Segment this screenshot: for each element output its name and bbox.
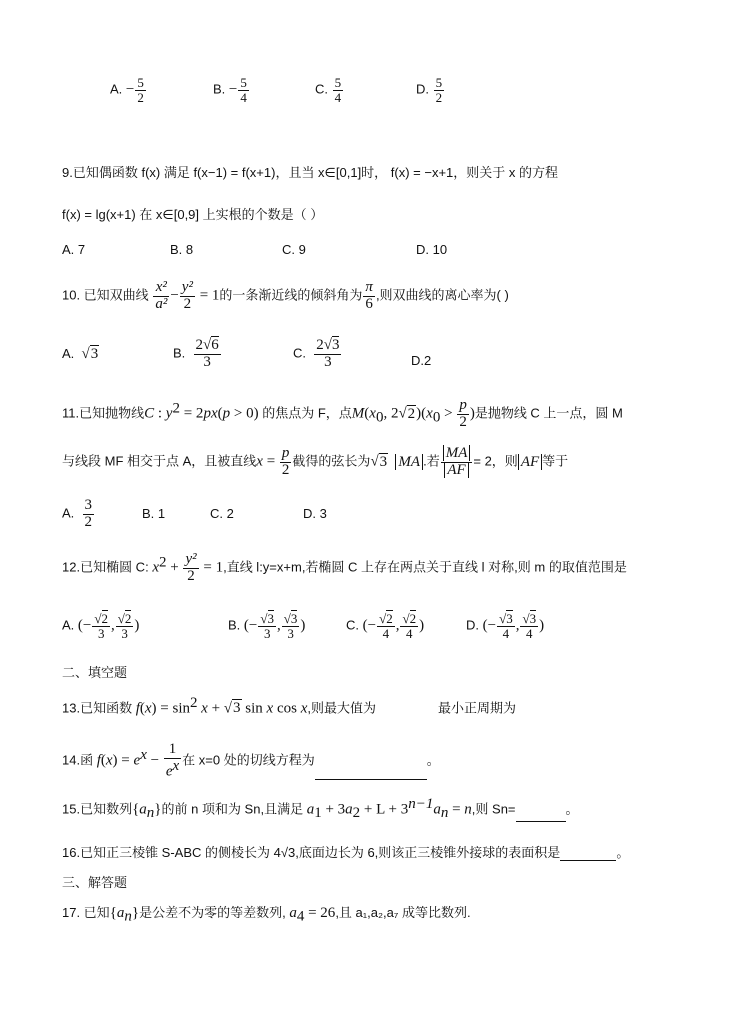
q12-option-a: A. (− $\frac{√2}{3}$ , $\frac{√2}{3}$ ) bbox=[62, 611, 140, 641]
q17-prefix: 17. 已知 bbox=[62, 905, 110, 920]
q15-suffix: ,则 Sn= bbox=[471, 801, 516, 817]
option-letter: A. bbox=[62, 505, 75, 521]
q11-option-c: C. 2 bbox=[210, 506, 234, 521]
option-fraction bbox=[135, 76, 146, 104]
section-solve-heading: 三、解答题 bbox=[62, 875, 128, 890]
q9-option-c: C. 9 bbox=[282, 242, 306, 257]
q10-prefix: 10. 已知双曲线 bbox=[62, 287, 149, 303]
option-letter: C. bbox=[315, 81, 332, 97]
q12-prefix: 12.已知椭圆 C: bbox=[62, 559, 149, 575]
q11-prefix: 11.已知抛物线 bbox=[62, 405, 145, 421]
q11-option-a bbox=[62, 498, 95, 531]
q8-option-a bbox=[110, 76, 147, 104]
period: 。 bbox=[616, 845, 630, 860]
option-letter: C. bbox=[346, 617, 359, 633]
equals-one: = 1 bbox=[195, 287, 220, 304]
answer-blank[interactable] bbox=[516, 821, 566, 822]
q11-line2-b: 截得的弦长为 bbox=[292, 453, 371, 469]
q12-stem: 12.已知椭圆 C: $x^2$ + $\frac{\text{y²}}{2}$ = 1,直线 l:y=x+m,若椭圆 C 上存在两点关于直线 l 对称,则 m 的取值范围是 bbox=[62, 551, 627, 584]
q13-prefix: 13.已知函数 bbox=[62, 700, 133, 716]
q11-line2-a: 与线段 MF 相交于点 A，且被直线 bbox=[62, 453, 257, 469]
numerator: 5 bbox=[435, 75, 443, 90]
option-fraction bbox=[238, 76, 249, 104]
q9-option-d: D. 10 bbox=[416, 242, 448, 257]
q13-suffix: ,则最大值为 bbox=[307, 700, 376, 716]
q15-prefix: 15.已知数列 bbox=[62, 801, 133, 817]
denominator: 2 bbox=[435, 89, 443, 105]
q11-line2-d: = 2，则 bbox=[473, 453, 518, 469]
option-sign: − bbox=[125, 81, 135, 98]
q9-option-a: A. 7 bbox=[62, 242, 86, 257]
section-fill-in-heading: 二、填空题 bbox=[62, 665, 128, 680]
point-m: M bbox=[351, 405, 365, 422]
option-fraction bbox=[333, 76, 344, 104]
answer-blank[interactable] bbox=[315, 779, 427, 780]
q17-middle: 是公差不为零的等差数列, bbox=[139, 905, 286, 920]
q13-stem: 13.已知函数 $f(x) = \sin^2 x + √3$ sin x cos x,则最大值为 最小正周期为 bbox=[62, 695, 517, 717]
option-letter: B. bbox=[213, 81, 229, 97]
option-letter: D. bbox=[466, 617, 479, 633]
parabola-equation: C bbox=[144, 405, 155, 422]
denominator: 4 bbox=[334, 89, 342, 105]
numerator: 5 bbox=[240, 75, 247, 90]
angle-pi-over-6: $\frac{\pi}{6}$ bbox=[365, 279, 373, 312]
option-letter: B. bbox=[228, 617, 241, 633]
option-letter: B. bbox=[173, 345, 186, 361]
q15-middle: 的前 n 项和为 Sn,且满足 bbox=[161, 801, 304, 817]
option-sign: − bbox=[228, 81, 238, 98]
q9-line1: 9.已知偶函数 f(x) 满足 f(x−1) = f(x+1)，且当 x∈[0,1]时， f(x) = −x+1，则关于 x 的方程 bbox=[62, 165, 559, 180]
ellipse-equation: x bbox=[152, 559, 159, 576]
q14-prefix: 14.函 bbox=[62, 752, 94, 768]
q11-line1: 11.已知抛物线C : $y^2 = 2px(p > 0)$ 的焦点为 F，点$M(x_0$, $2√2)(x_0$ > $\frac{p}{2}$ )是抛物线 C 上一点，圆 M bbox=[62, 397, 623, 430]
abs-af: AF bbox=[518, 454, 542, 470]
minus-sign: − bbox=[170, 287, 179, 304]
q10-option-a bbox=[62, 346, 99, 363]
option-letter: A. bbox=[62, 617, 75, 633]
q10-option-c bbox=[293, 338, 342, 371]
q14-stem: 14.函 $f(x) = e^x$ − $\frac{1}{e^x}$ 在 x=0 处的切线方程为 。 bbox=[62, 741, 440, 780]
q10-option-b bbox=[173, 338, 222, 371]
q8-option-b bbox=[213, 76, 250, 104]
q11-option-b: B. 1 bbox=[142, 506, 166, 521]
q11-suffix: 是抛物线 C 上一点，圆 M bbox=[474, 405, 623, 421]
q8-option-c bbox=[315, 76, 344, 104]
hyperbola-y-term: $\frac{\text{y²}}{2}$ bbox=[181, 279, 193, 312]
option-fraction: $\frac{3}{2}$ bbox=[84, 497, 93, 530]
q11-line2: 与线段 MF 相交于点 A，且被直线x = $\frac{p}{2}$ 截得的弦长为√3 MA .若 $\frac{MA}{AF}$ = 2，则 AF 等于 bbox=[62, 445, 569, 478]
answer-blank[interactable] bbox=[560, 860, 616, 861]
q9-option-b: B. 8 bbox=[170, 242, 194, 257]
q10-suffix: ,则双曲线的离心率为( ) bbox=[375, 287, 509, 303]
q8-option-d bbox=[416, 76, 445, 104]
q15-stem: 15.已知数列$\{a_n\}$的前 n 项和为 Sn,且满足 $a_1 + 3a_2 + L + 3^{n-1}a_n = n$,则 Sn= 。 bbox=[62, 796, 579, 821]
q17-suffix: ,且 a₁,a₂,a₇ 成等比数列. bbox=[335, 905, 471, 920]
q12-option-c: C. (− $\frac{√2}{4}$ , $\frac{√2}{4}$ ) bbox=[346, 611, 425, 641]
q9-line2: f(x) = lg(x+1) 在 x∈[0,9] 上实根的个数是（ ） bbox=[62, 207, 324, 222]
period: 。 bbox=[426, 752, 440, 768]
q10-middle: 的一条渐近线的倾斜角为 bbox=[219, 287, 363, 303]
p-over-2: $\frac{p}{2}$ bbox=[459, 397, 467, 430]
numerator: 5 bbox=[137, 75, 144, 90]
hyperbola-x-term: $\frac{\text{x²}}{\text{a²}}$ bbox=[155, 279, 168, 312]
numerator: 5 bbox=[334, 75, 342, 90]
q12-option-d: D. (− $\frac{√3}{4}$ , $\frac{√3}{4}$ ) bbox=[466, 611, 545, 641]
abs-ma: MA bbox=[395, 454, 423, 470]
q11-option-d: D. 3 bbox=[303, 506, 327, 521]
sqrt-3: √3 bbox=[81, 346, 99, 362]
q16-stem bbox=[62, 842, 629, 861]
option-letter: A. bbox=[62, 346, 75, 361]
option-fraction: $\frac{2√3}{3}$ bbox=[316, 337, 340, 370]
denominator: 4 bbox=[240, 89, 247, 105]
option-letter: D. bbox=[416, 81, 433, 97]
option-fraction bbox=[434, 76, 445, 104]
denominator: 2 bbox=[137, 89, 144, 105]
q11-line2-c: .若 bbox=[423, 453, 440, 469]
option-letter: C. bbox=[293, 345, 306, 361]
q11-line2-e: 等于 bbox=[542, 453, 569, 469]
q10-option-d: D.2 bbox=[411, 353, 432, 368]
ratio-ma-af: $\frac{MA}{AF}$ bbox=[441, 446, 473, 479]
y2-over-2: $\frac{\text{y²}}{2}$ bbox=[185, 551, 197, 584]
q12-option-b: B. (− $\frac{√3}{3}$ , $\frac{√3}{3}$ ) bbox=[228, 611, 306, 641]
option-letter: A. bbox=[110, 81, 126, 97]
q12-suffix: ,直线 l:y=x+m,若椭圆 C 上存在两点关于直线 l 对称,则 m 的取值范围是 bbox=[223, 559, 627, 575]
q17-stem: 17. 已知$\{a_n\}$是公差不为零的等差数列, $a_4 = 26$,且 a₁,a₂,a₇ 成等比数列. bbox=[62, 905, 471, 925]
sqrt-3: √3 bbox=[370, 453, 388, 470]
q16-text: 16.已知正三棱锥 S-ABC 的侧棱长为 4√3,底面边长为 6,则该正三棱锥外接球的表面积是 bbox=[62, 845, 561, 860]
q10-stem bbox=[62, 280, 509, 313]
q13-tail: 最小正周期为 bbox=[438, 700, 517, 716]
p-over-2: $\frac{p}{2}$ bbox=[281, 445, 290, 478]
option-fraction: $\frac{2√6}{3}$ bbox=[195, 337, 219, 370]
q11-focus-text: 的焦点为 F，点 bbox=[262, 405, 352, 421]
q14-suffix: 在 x=0 处的切线方程为 bbox=[182, 752, 315, 768]
period: 。 bbox=[565, 801, 579, 817]
